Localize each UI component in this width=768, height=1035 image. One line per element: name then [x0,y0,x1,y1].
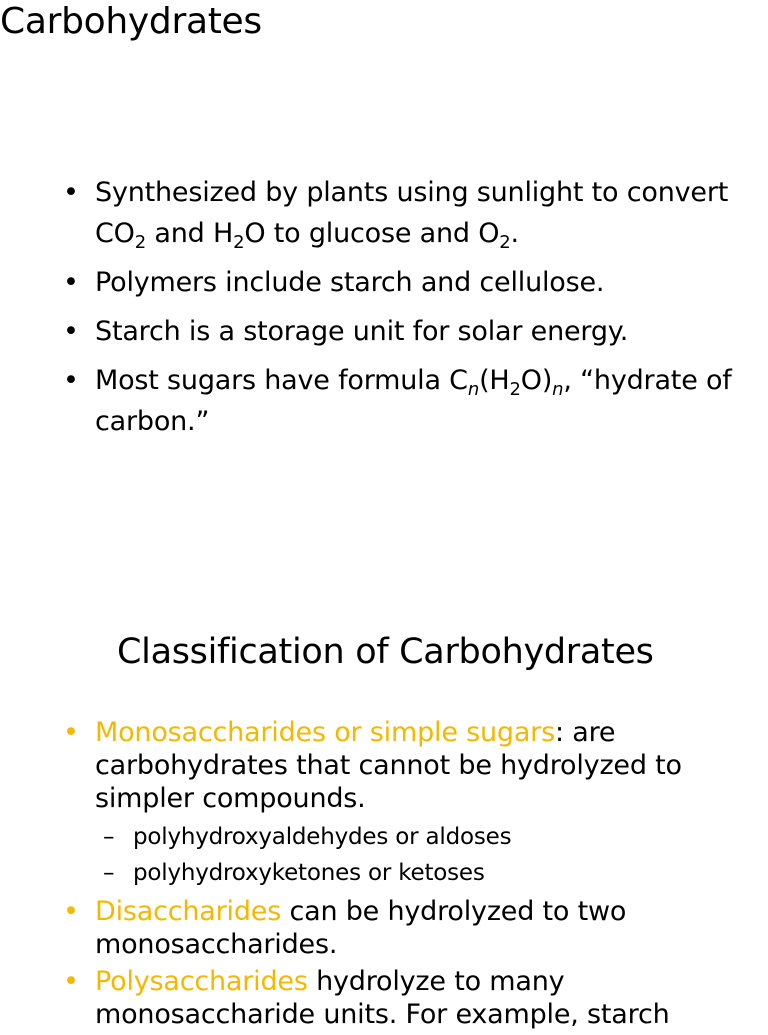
bullet-marker: • [63,896,79,927]
bullet-polysaccharides [61,965,751,1031]
term-polysaccharides: Polysaccharides [95,966,308,997]
bullet-text: Polymers include starch and cellulose. [95,267,605,298]
bullet-text: Most sugars have formula $C_n(H_2O)_n$, “hydrate of carbon.” [95,365,732,437]
bullet-text: Monosaccharides or simple sugars: are carbohydrates that cannot be hydrolyzed to simpler compounds. [95,717,682,814]
dash-marker: – [103,860,115,886]
bullet-text: Polysaccharides hydrolyze to many monosaccharide units. For example, starch [95,966,670,1030]
sub-item-aldoses [103,819,751,855]
term-monosaccharides: Monosaccharides or simple sugars [95,717,555,748]
slide-title-classification: Classification of Carbohydrates [117,632,654,672]
slide-title-carbohydrates: Carbohydrates [0,1,262,42]
sub-item-text: polyhydroxyaldehydes or aldoses [133,824,512,850]
bullet-marker: • [63,267,79,298]
bullet-polymers [61,262,751,303]
bullet-list-carbohydrates [61,172,751,450]
bullet-marker: • [63,316,79,347]
bullet-list-classification [61,716,751,1035]
bullet-marker: • [63,177,79,208]
bullet-text: Synthesized by plants using sunlight to convert $CO_2$ and $H_2O$ to glucose and $O_2$. [95,177,729,253]
bullet-disaccharides [61,895,751,961]
bullet-text: Starch is a storage unit for solar energy. [95,316,629,347]
sub-item-text: polyhydroxyketones or ketoses [133,860,485,886]
bullet-marker: • [63,717,79,748]
bullet-marker: • [63,365,79,396]
bullet-formula [61,360,751,442]
bullet-monosaccharides [61,716,751,891]
sub-list-monosaccharide-types [95,819,751,891]
sub-item-ketoses [103,855,751,891]
bullet-photosynthesis [61,172,751,254]
term-disaccharides: Disaccharides [95,896,282,927]
bullet-text: Disaccharides can be hydrolyzed to two monosaccharides. [95,896,627,960]
bullet-starch-storage [61,311,751,352]
dash-marker: – [103,824,115,850]
bullet-marker: • [63,966,79,997]
